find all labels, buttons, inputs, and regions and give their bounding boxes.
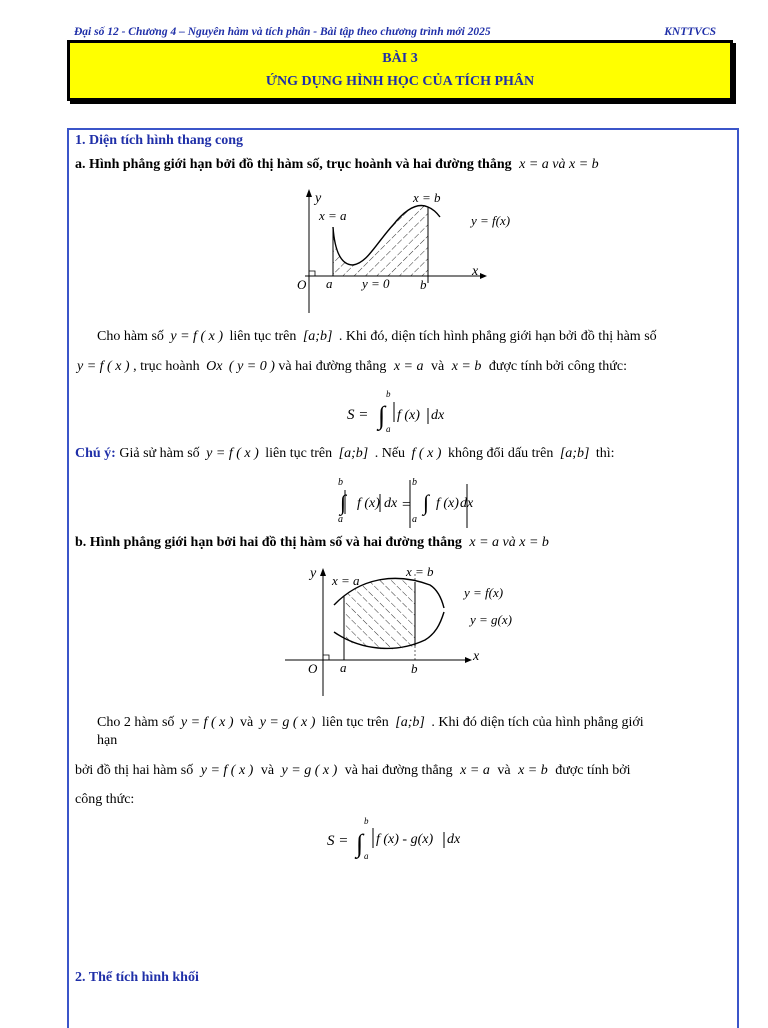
text: thì: — [595, 446, 615, 461]
right-integrand: f (x) — [436, 496, 459, 511]
note-label: Chú ý: — [75, 446, 116, 461]
formula-area-between — [320, 812, 480, 862]
text: liên tục trên — [229, 329, 297, 344]
differential: dx — [447, 832, 461, 847]
text: bởi đồ thị hai hàm số — [75, 763, 194, 778]
lesson-number: BÀI 3 — [382, 51, 418, 66]
math-interval: [a;b] — [559, 446, 590, 461]
part-b-paragraph-line3: công thức: — [75, 792, 135, 807]
label-x-eq-b: x = b — [406, 564, 434, 579]
text: và — [260, 763, 275, 778]
part-a-paragraph-line1 — [97, 328, 657, 346]
math-y-fx: y = f ( x ) — [206, 446, 259, 461]
right-dx: dx — [460, 496, 474, 511]
lesson-title: ỨNG DỤNG HÌNH HỌC CỦA TÍCH PHÂN — [265, 74, 535, 89]
text: . Khi đó, diện tích hình phẳng giới hạn bởi đồ thị hàm số — [338, 329, 657, 344]
header-right: KNTTVCS — [664, 26, 716, 38]
part-a-heading-math: x = a và x = b — [519, 157, 599, 172]
x-axis-label: x — [472, 264, 479, 279]
figure-area-under-curve — [275, 185, 540, 320]
label-g: y = g(x) — [470, 612, 512, 627]
tick-a: a — [326, 276, 333, 291]
text: được tính bởi công thức: — [488, 359, 627, 374]
math-xa: x = a — [393, 359, 424, 374]
math-xb: x = b — [451, 359, 482, 374]
lower-limit: a — [364, 851, 369, 861]
lower-limit: a — [386, 424, 391, 434]
text: Giả sử hàm số — [119, 446, 200, 461]
formula-area-single — [340, 386, 460, 434]
math-y-fx: y = f ( x ) — [180, 715, 234, 730]
differential: dx — [431, 408, 445, 423]
integral-sign-right: ∫ — [423, 490, 430, 515]
label-y-eq-fx: y = f(x) — [471, 213, 511, 228]
text: . Khi đó diện tích của hình phẳng giới — [431, 715, 644, 730]
text: và — [497, 763, 511, 778]
part-b-heading-text: b. Hình phẳng giới hạn bởi hai đồ thị hàm số và hai đường thẳng — [75, 535, 462, 550]
math-xb: x = b — [518, 763, 548, 778]
part-b-paragraph-wrap: hạn — [97, 733, 118, 748]
section-1-heading: 1. Diện tích hình thang cong — [75, 133, 244, 148]
text: . Nếu — [374, 446, 406, 461]
x-axis-label: x — [473, 649, 480, 664]
left-dx: dx — [384, 496, 398, 511]
lower-limit-right: a — [412, 514, 417, 525]
part-a-heading — [75, 157, 599, 173]
text: Cho hàm số — [97, 329, 164, 344]
integral-sign-left: ∫ — [340, 490, 347, 515]
formula-lhs: S = — [347, 407, 369, 423]
integrand: f (x) - g(x) — [376, 832, 434, 847]
text: , trục hoành — [133, 359, 200, 374]
math-y0: ( y = 0 ) — [228, 359, 275, 374]
label-x-eq-a: x = a — [332, 573, 360, 588]
text: và hai đường thẳng — [278, 359, 387, 374]
text: và hai đường thẳng — [344, 763, 453, 778]
origin-label: O — [297, 277, 307, 292]
text: không đổi dấu trên — [447, 446, 554, 461]
figure-area-between-curves — [280, 560, 530, 700]
math-y-fx: y = f ( x ) — [77, 359, 130, 374]
header-left: Đại số 12 - Chương 4 – Nguyên hàm và tích phân - Bài tập theo chương trình mới 2025 — [74, 26, 491, 38]
text: và — [431, 359, 445, 374]
text: liên tục trên — [321, 715, 389, 730]
lesson-title-box — [67, 40, 733, 101]
math-ox: Ox — [206, 359, 223, 374]
upper-limit: b — [386, 389, 391, 399]
text: Cho 2 hàm số — [97, 715, 175, 730]
math-y-fx: y = f ( x ) — [170, 329, 223, 344]
y-axis-label: y — [310, 566, 317, 581]
tick-b: b — [420, 277, 427, 292]
formula-lhs: S = — [327, 833, 349, 849]
formula-abs-equality — [330, 474, 490, 532]
lower-limit-left: a — [338, 514, 343, 525]
label-x-eq-a: x = a — [319, 208, 347, 223]
label-f: y = f(x) — [464, 585, 504, 600]
part-a-paragraph-line2 — [77, 358, 627, 376]
section-2-heading: 2. Thể tích hình khối — [75, 970, 199, 985]
tick-a: a — [340, 660, 347, 675]
upper-limit: b — [364, 816, 369, 826]
y-axis-label: y — [315, 191, 322, 206]
left-integrand: f (x) — [357, 496, 380, 511]
part-a-heading-text: a. Hình phẳng giới hạn bởi đồ thị hàm số, trục hoành và hai đường thẳng — [75, 157, 512, 172]
upper-limit-left: b — [338, 477, 343, 488]
math-interval: [a;b] — [338, 446, 369, 461]
part-b-paragraph-line2 — [75, 762, 631, 780]
upper-limit-right: b — [412, 477, 417, 488]
math-fx: f ( x ) — [411, 446, 442, 461]
note-line — [75, 445, 615, 463]
label-y-eq-0: y = 0 — [362, 276, 390, 291]
text: và — [239, 715, 254, 730]
math-y-fx: y = f ( x ) — [200, 763, 254, 778]
integral-sign: ∫ — [356, 829, 364, 858]
part-b-paragraph-line1 — [97, 714, 644, 732]
equals-sign: = — [402, 497, 411, 513]
text: liên tục trên — [265, 446, 333, 461]
integral-sign: ∫ — [378, 401, 386, 430]
text: được tính bởi — [555, 763, 631, 778]
math-interval: [a;b] — [302, 329, 333, 344]
math-interval: [a;b] — [395, 715, 425, 730]
origin-label: O — [308, 661, 318, 676]
tick-b: b — [411, 661, 418, 676]
math-xa: x = a — [460, 763, 490, 778]
label-x-eq-b: x = b — [413, 190, 441, 205]
part-b-heading-math: x = a và x = b — [469, 535, 549, 550]
math-y-gx: y = g ( x ) — [259, 715, 316, 730]
part-b-heading — [75, 535, 549, 551]
integrand: f (x) — [397, 408, 420, 423]
math-y-gx: y = g ( x ) — [281, 763, 338, 778]
